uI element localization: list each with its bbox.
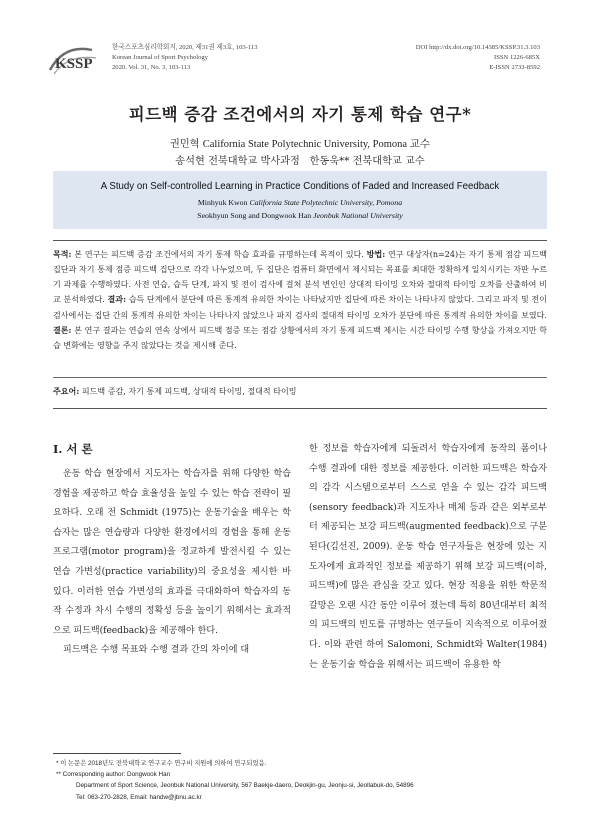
abstract-top-rule: [53, 240, 547, 241]
body-paragraph: 피드백은 수행 목표와 수행 결과 간의 차이에 대: [62, 645, 250, 656]
abstract-conclusion: 본 연구 결과는 연습의 연속 상에서 피드백 점증 또는 점감 상황에서의 자기 통제 피드백 제시는 시간 타이밍 수행 향상을 가져오지만 학습 변화에는 영향을 주지 않았다는 것을 제시해 준다.: [53, 325, 547, 350]
journal-name-en: Korean Journal of Sport Psychology: [112, 54, 208, 61]
body-paragraph: 운동 학습 현장에서 지도자는 학습자를 위해 다양한 학습 경험을 제공하고 학습 효율성을 높일 수 있는 학습 전략이 필요하다. 오래 전 Schmidt (1975)는 운동기술을 배우는 학습자는 많은 연습량과 다양한 환경에서의 경험을 통해 운동 프로그램(motor program)을 정교하게 발전시킬 수 있는 연습 가변성(practice variability)의 중요성을 제시한 바 있다. 이러한 연습 가변성의 효과를 극대화하여 학습자의 동작 수정과 차시 수행의 정확성 등을 높이기 위해서는 효과적으로 피드백(feedback)을 제공해야 한다.: [53, 469, 291, 636]
english-affiliation: Jeonbuk National University: [313, 211, 403, 220]
issn: ISSN 1226-685X: [494, 54, 540, 61]
keywords: [53, 386, 547, 397]
logo-text: KSSP: [55, 56, 93, 72]
eissn: E-ISSN 2733-8592: [489, 64, 540, 71]
author-affiliation: California State Polytechnic University, Pomona 교수: [202, 139, 431, 150]
footnote-contact: Tel: 063-270-2828, Email: handw@jbnu.ac.kr: [76, 793, 202, 801]
doi-link[interactable]: DOI http://dx.doi.org/10.14385/KSSP.31.3.103: [415, 44, 540, 51]
abstract: [53, 247, 547, 353]
footnotes: [56, 758, 550, 803]
english-author: Minhyuk Kwon: [197, 198, 248, 207]
abstract-result-label: 결과:: [107, 294, 127, 305]
abstract-method-label: 방법:: [366, 249, 386, 259]
section-heading: I. 서 론: [53, 442, 93, 456]
journal-citation: [112, 43, 258, 73]
body-column-right: [309, 440, 547, 675]
keywords-divider: [53, 377, 547, 378]
journal-volume: 2020. Vol. 31, No. 3, 103-113: [112, 64, 191, 71]
paper-title-korean: 피드백 증감 조건에서의 자기 통제 학습 연구*: [128, 105, 472, 124]
english-affiliation: California State Polytechnic University, Pomona: [249, 198, 403, 207]
body-paragraph: 한 정보를 학습자에게 되돌려서 학습자에게 동작의 폼이나 수행 결과에 대한 정보를 제공한다. 이러한 피드백은 학습자의 감각 시스템으로부터 스스로 얻을 수 있는 감각 피드백(sensory feedback)과 지도자나 매체 등과 같은 외부로부터 제공되는 보강 피드백(augmented feedback)으로 구분된다(김선진, 2009). 운동 학습 연구자들은 현장에 있는 지도자에게 효과적인 정보를 제공하기 위해 보강 피드백(이하, 피드백)에 많은 관심을 갖고 있다. 현장 적용을 위한 학문적 갈망은 오랜 시간 동안 이루어 졌는데 특히 80년대부터 최적의 피드백의 빈도를 규명하는 연구들이 지속적으로 이루어졌다. 이와 관련 하여 Salomoni, Schmidt와 Walter(1984)는 운동기술 학습을 위해서는 피드백이 유용한 학: [309, 444, 547, 670]
author-name: 권민혁: [169, 139, 200, 150]
author-line-2: [0, 152, 600, 167]
journal-name-kr: 한국스포츠심리학회지, 2020, 제31권 제3호, 103-113: [112, 44, 258, 51]
author-affiliation: 전북대학교 박사과정: [208, 156, 300, 167]
keywords-bottom-rule: [53, 408, 547, 409]
author-affiliation: 전북대학교 교수: [352, 156, 425, 167]
author-name: 송석현: [175, 156, 205, 167]
author-name: 한동욱**: [309, 156, 350, 167]
english-author-line-1: [0, 198, 600, 207]
abstract-method: 연구 대상자(n=24)는 자기 통제 점감 피드백 집단과 자기 통제 점증 피드백 집단으로 각각 나누었으며, 두 집단은 컴퓨터 화면에서 제시되는 목표를 최대한 정확하게 일치시키는 자판 누르기 과제를 수행하였다. 사전 연습, 습득 단계, 파지 및 전이 검사에 걸쳐 분석 변인인 상대적 타이밍 오차와 절대적 타이밍 오차를 산출하여 비교 분석하였다.: [53, 250, 547, 305]
keywords-label: 주요어:: [53, 386, 80, 396]
abstract-purpose: 본 연구는 피드백 증감 조건에서의 자기 통제 학습 효과를 규명하는데 목적이 있다.: [71, 250, 364, 259]
journal-logo-icon: [46, 40, 102, 80]
footnote-address: Department of Sport Science, Jeonbuk National University, 567 Baekje-daero, Deokjin-gu, Jeonju-si, Jeollabuk-do, 54896: [76, 782, 414, 790]
journal-header: [0, 0, 600, 92]
english-author: Seokhyun Song and Dongwook Han: [197, 211, 312, 220]
author-line-1: [0, 135, 600, 151]
paper-title-english: A Study on Self-controlled Learning in Practice Conditions of Faded and Increased Feedback: [100, 181, 500, 192]
english-author-line-2: [0, 211, 600, 220]
footnote-funding: * 이 논문은 2018년도 전북대학교 연구교수 연구비 지원에 의하여 연구되었음.: [56, 760, 267, 767]
footnote-rule: [53, 753, 181, 754]
abstract-conclusion-label: 결론:: [53, 324, 72, 335]
footnote-corresponding: ** Corresponding author: Dongwook Han: [56, 771, 171, 779]
keywords-text: 피드백 증감, 자기 통제 피드백, 상대적 타이밍, 절대적 타이밍: [79, 387, 297, 396]
abstract-purpose-label: 목적:: [53, 249, 72, 259]
abstract-result: 습득 단계에서 분단에 따른 통계적 유의한 차이는 나타났지만 집단에 따른 차이는 나타나지 않았다. 그리고 파지 및 전이 검사에서는 집단 간의 통계적 유의한 차이는 나타나지 않았으나 파지 검사의 절대적 타이밍 오차가 분단에 따른 통계적 유의한 차이를 보였다.: [53, 295, 547, 320]
journal-identifiers: [416, 43, 540, 73]
body-column-left: [53, 465, 291, 661]
